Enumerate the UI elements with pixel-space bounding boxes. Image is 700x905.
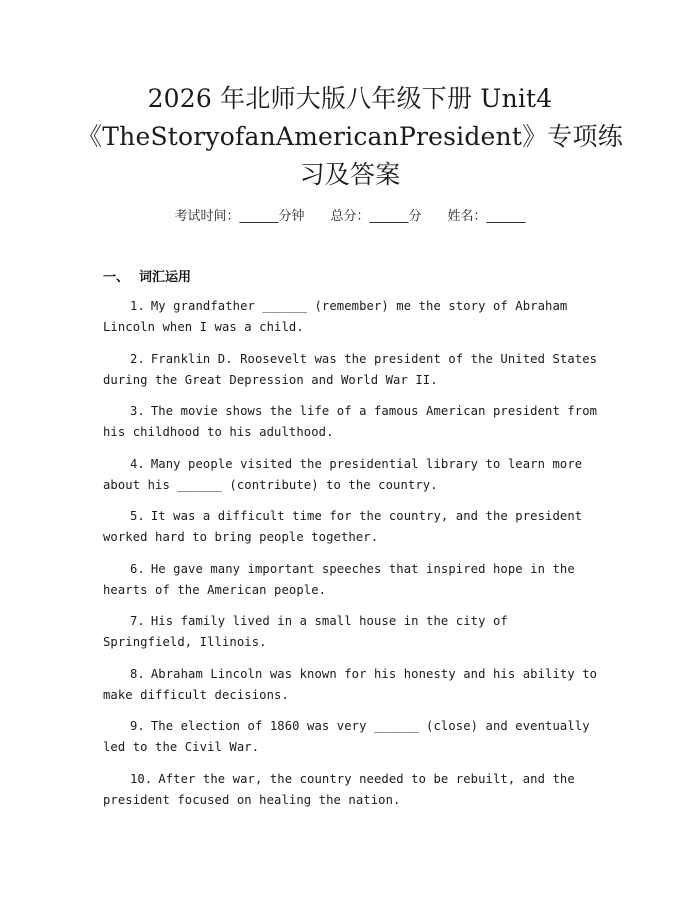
question-text: My grandfather ______ (remember) me the story of Abraham Lincoln when I was a child.	[103, 299, 568, 334]
question-item	[103, 664, 603, 706]
question-text: The movie shows the life of a famous American president from his childhood to his adulthood.	[103, 404, 598, 439]
question-item	[103, 349, 603, 391]
question-number: 5.	[130, 509, 145, 523]
title-line-1: 2026 年北师大版八年级下册 Unit4	[147, 84, 553, 113]
question-number: 3.	[130, 404, 145, 418]
question-item	[103, 559, 603, 601]
question-text: It was a difficult time for the country, and the president worked hard to bring people together.	[103, 509, 583, 544]
section-title: 词汇运用	[139, 270, 192, 285]
question-text: His family lived in a small house in the city of Springfield, Illinois.	[103, 614, 508, 649]
question-list	[103, 296, 603, 821]
section-heading	[103, 266, 191, 285]
question-item	[103, 611, 603, 653]
question-number: 2.	[130, 351, 145, 366]
exam-info-line	[0, 205, 700, 224]
question-text: Abraham Lincoln was known for his honesty and his ability to make difficult decisions.	[103, 666, 598, 702]
question-text: After the war, the country needed to be rebuilt, and the president focused on healing the nation.	[103, 771, 575, 807]
question-number: 1.	[130, 299, 145, 313]
student-name-field: 姓名：______	[447, 209, 526, 224]
question-item	[103, 401, 603, 443]
question-text: He gave many important speeches that inspired hope in the hearts of the American people.	[103, 561, 575, 597]
title-line-3: 习及答案	[299, 160, 401, 189]
document-title	[60, 80, 640, 194]
question-item	[103, 716, 603, 758]
question-text: The election of 1860 was very ______ (close) and eventually led to the Civil War.	[103, 719, 590, 754]
question-text: Many people visited the presidential library to learn more about his ______ (contribute) to the country.	[103, 456, 583, 492]
section-number: 一、	[103, 270, 130, 285]
title-line-2: 《TheStoryofanAmericanPresident》专项练	[77, 122, 623, 151]
question-text: Franklin D. Roosevelt was the president of the United States during the Great Depression and World War II.	[103, 351, 598, 387]
question-item	[103, 296, 603, 338]
total-score-field: 总分：______分	[330, 209, 422, 224]
question-number: 6.	[130, 561, 145, 576]
question-number: 8.	[130, 666, 145, 681]
question-number: 7.	[130, 614, 145, 628]
question-number: 9.	[130, 719, 145, 733]
question-number: 4.	[130, 456, 145, 471]
question-item	[103, 506, 603, 548]
question-number: 10.	[130, 771, 153, 786]
question-item	[103, 769, 603, 811]
question-item	[103, 454, 603, 496]
exam-time-field: 考试时间：______分钟	[174, 209, 305, 224]
